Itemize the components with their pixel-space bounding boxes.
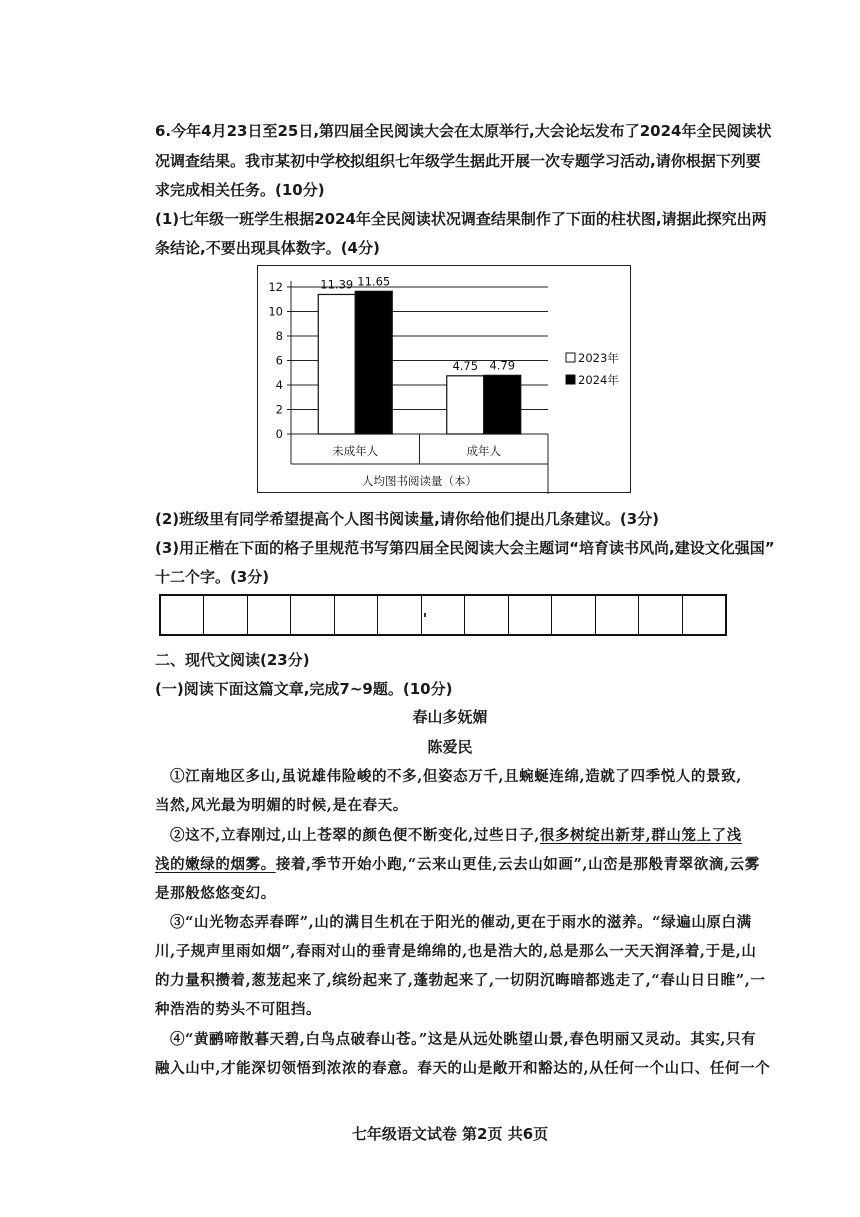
q6-intro-line-1: 6.今年4月23日至25日,第四届全民阅读大会在太原举行,大会论坛发布了2024年全民阅读状 <box>155 122 772 140</box>
grid-cell[interactable] <box>422 596 465 634</box>
bar <box>484 375 521 434</box>
grid-cell[interactable] <box>639 596 682 634</box>
legend-label: 2024年 <box>578 373 619 387</box>
writing-grid[interactable] <box>159 594 727 636</box>
grid-cell[interactable] <box>335 596 378 634</box>
article-title: 春山多妩媚 <box>412 708 488 726</box>
bar-value-label: 11.65 <box>357 274 391 289</box>
q6-sub3-line-2: 十二个字。(3分) <box>155 568 270 586</box>
y-tick-label: 12 <box>268 280 283 294</box>
x-axis-label: 人均图书阅读量（本） <box>362 474 477 488</box>
bar-value-label: 11.39 <box>320 277 354 292</box>
grid-cell[interactable] <box>596 596 639 634</box>
article-p1-line-1: ①江南地区多山,虽说雄伟险峻的不多,但姿态万千,且蜿蜒连绵,造就了四季悦人的景致, <box>170 768 742 785</box>
article-p2-text-2: 接着,季节开始小跑,“云来山更佳,云去山如画”,山峦是那般青翠欲滴,云雾 <box>275 856 760 873</box>
bar <box>355 291 392 434</box>
bar <box>447 376 484 434</box>
y-tick-label: 0 <box>275 427 283 441</box>
grid-cell[interactable] <box>465 596 508 634</box>
bar-chart-svg <box>258 266 632 494</box>
article-p4-line-2: 融入山中,才能深切领悟到浓浓的春意。春天的山是敞开和豁达的,从任何一个山口、任何一个 <box>155 1060 771 1077</box>
legend-swatch <box>566 375 575 384</box>
legend-label: 2023年 <box>578 351 619 365</box>
y-tick-label: 8 <box>275 329 283 343</box>
section2-part1: (一)阅读下面这篇文章,完成7~9题。(10分) <box>155 680 453 698</box>
grid-mark <box>424 613 426 617</box>
article-p2-line-2 <box>155 855 760 875</box>
legend-swatch <box>566 353 575 362</box>
grid-cell[interactable] <box>248 596 291 634</box>
y-tick-label: 2 <box>275 402 283 417</box>
section2-title: 二、现代文阅读(23分) <box>155 651 310 669</box>
grid-cell[interactable] <box>204 596 247 634</box>
y-tick-label: 6 <box>275 353 283 368</box>
bar-value-label: 4.79 <box>489 358 516 373</box>
grid-cell[interactable] <box>552 596 595 634</box>
article-p3-line-4: 种浩浩的势头不可阻挡。 <box>155 1001 322 1018</box>
article-p2-underlined-1: 很多树绽出新芽,群山笼上了浅 <box>539 827 742 844</box>
article-p1-line-2: 当然,风光最为明媚的时候,是在春天。 <box>155 797 408 814</box>
article-p3-line-2: 川,子规声里雨如烟”,春雨对山的垂青是绵绵的,也是浩大的,总是那么一天天润泽着,于是,山 <box>155 943 757 960</box>
grid-cell[interactable] <box>378 596 421 634</box>
article-p2-text: ②这不,立春刚过,山上苍翠的颜色便不断变化,过些日子, <box>170 827 540 844</box>
category-label: 成年人 <box>466 444 501 458</box>
bar-chart <box>257 265 631 493</box>
grid-cell[interactable] <box>509 596 552 634</box>
q6-intro-line-2: 况调查结果。我市某初中学校拟组织七年级学生据此开展一次专题学习活动,请你根据下列要 <box>155 152 761 170</box>
page-footer: 七年级语文试卷 第2页 共6页 <box>351 1125 549 1143</box>
q6-sub1-line-2: 条结论,不要出现具体数字。(4分) <box>155 239 380 257</box>
grid-cell[interactable] <box>683 596 725 634</box>
q6-sub3-line-1: (3)用正楷在下面的格子里规范书写第四届全民阅读大会主题词“培育读书风尚,建设文化强国” <box>155 539 775 557</box>
grid-cell[interactable] <box>161 596 204 634</box>
category-label: 未成年人 <box>332 444 379 458</box>
article-p3-line-3: 的力量积攒着,葱茏起来了,缤纷起来了,蓬勃起来了,一切阴沉晦暗都逃走了,“春山日日睢”,一 <box>155 972 766 989</box>
article-p3-line-1: ③“山光物态弄春晖”,山的满目生机在于阳光的催动,更在于雨水的滋养。“绿遍山原白满 <box>170 914 752 931</box>
bar <box>318 294 355 434</box>
article-p4-line-1: ④“黄鹂啼散暮天碧,白鸟点破春山苍。”这是从远处眺望山景,春色明丽又灵动。其实,只有 <box>170 1031 757 1048</box>
q6-sub2: (2)班级里有同学希望提高个人图书阅读量,请你给他们提出几条建议。(3分) <box>155 510 659 528</box>
article-p2-underlined-2: 浅的嫩绿的烟雾。 <box>155 856 276 873</box>
article-author: 陈爱民 <box>427 738 473 756</box>
article-p2-line-1 <box>170 826 760 846</box>
q6-intro-line-3: 求完成相关任务。(10分) <box>155 181 325 199</box>
q6-sub1-line-1: (1)七年级一班学生根据2024年全民阅读状况调查结果制作了下面的柱状图,请据此探究出两 <box>155 210 767 228</box>
grid-cell[interactable] <box>291 596 334 634</box>
y-tick-label: 4 <box>275 378 283 392</box>
article-p2-line-3: 是那般悠悠变幻。 <box>155 885 276 902</box>
bar-value-label: 4.75 <box>452 358 479 373</box>
y-tick-label: 10 <box>268 304 283 319</box>
